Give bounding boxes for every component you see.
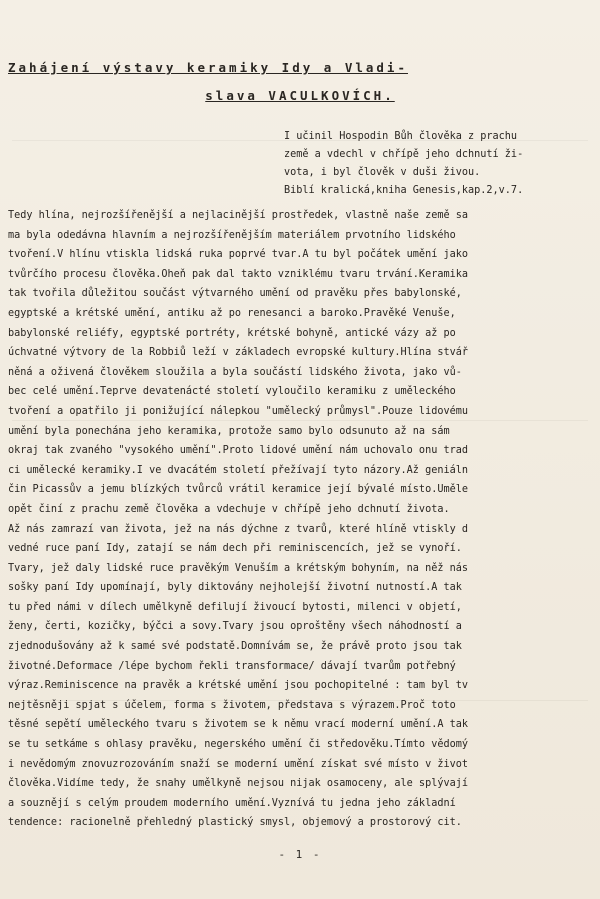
body-line: se tu setkáme s ohlasy pravěku, negerského umění či středověku.Tímto vědomý [8, 739, 469, 751]
body-text [8, 206, 598, 833]
epigraph-line: I učinil Hospodin Bůh člověka z prachu [284, 131, 518, 142]
body-line: Tedy hlína, nejrozšířenější a nejlacinější prostředek, vlastně naše země sa [8, 210, 469, 221]
body-line: okraj tak zvaného "vysokého umění".Proto lidové umění nám uchovalo onu trad [8, 445, 469, 457]
body-line: ženy, čerti, kozičky, býčci a sovy.Tvary jsou oproštěny všech náhodností a [8, 621, 462, 633]
body-line: čin Picassův a jemu blízkých tvůrců vrátil keramice její bývalé místo.Uměle [8, 484, 469, 496]
body-line: tvoření.V hlínu vtiskla lidská ruka poprvé tvar.A tu byl počátek umění jako [8, 249, 469, 261]
epigraph-citation: Biblí kralická,kniha Genesis,kap.2,v.7. [284, 185, 524, 196]
body-line: egyptské a krétské umění, antiku až po renesanci a baroko.Pravěké Venuše, [8, 307, 456, 319]
body-line: i nevědomým znovuzrozováním snaží se moderní umění získat své místo v život [8, 758, 469, 770]
body-line: životné.Deformace /lépe bychom řekli transformace/ dávají tvarům potřebný [8, 660, 456, 672]
body-line: opět činí z prachu země člověka a vdechuje v chřípě jeho dchnutí života. [8, 503, 450, 515]
page-number: - 1 - [278, 848, 322, 861]
body-line: umění byla ponechána jeho keramika, protože samo bylo odsunuto až na sám [8, 425, 450, 437]
body-line: tendence: racionelně přehledný plastický smysl, objemový a prostorový cit. [8, 817, 462, 829]
document-title-line-1: Zahájení výstavy keramiky Idy a Vladi- [8, 60, 408, 75]
epigraph-line: vota, i byl člověk v duši živou. [284, 167, 481, 178]
body-line: a souznějí s celým proudem moderního umění.Vyznívá tu jedna jeho základní [8, 797, 456, 809]
body-line: úchvatné výtvory de la Robbiů leží v základech evropské kultury.Hlína stvář [8, 347, 469, 359]
body-line: člověka.Vidíme tedy, že snahy umělkyně nejsou nijak osamoceny, ale splývají [8, 778, 469, 790]
body-line: bec celé umění.Teprve devatenácté století vyloučilo keramiku z uměleckého [8, 386, 456, 398]
body-line: zjednodušovány až k samé své podstatě.Domnívám se, že právě proto jsou tak [8, 641, 462, 653]
body-line: něná a oživená člověkem sloužila a byla součástí lidského života, jako vů- [8, 366, 462, 378]
epigraph-line: země a vdechl v chřípě jeho dchnutí ži- [284, 149, 524, 160]
body-line: soškу paní Idy upomínají, byly diktovány nejholejší životní nutností.A tak [8, 582, 462, 594]
body-line: tak tvořila důležitou součást výtvarného umění od pravěku přes babylonské, [8, 288, 462, 300]
body-line: výraz.Reminiscence na pravěk a krétské umění jsou pochopitelné : tam byl tv [8, 680, 469, 692]
document-title-line-2: slava VACULKOVÍCH. [205, 88, 395, 103]
body-line: ma byla odedávna hlavním a nejrozšířenějším materiálem prvotního lidského [8, 229, 456, 241]
body-line: těsné sepětí uměleckého tvaru s životem se k němu vrací moderní umění.A tak [8, 719, 469, 731]
body-line: vedné ruce paní Idy, zatají se nám dech při reminiscencích, jež se vynoří. [8, 543, 462, 555]
body-line: tu před námi v dílech umělkyně defilují živoucí bytosti, milenci v objetí, [8, 601, 462, 613]
body-line: tvůrčího procesu člověka.Oheň pak dal takto vzniklému tvaru trvání.Keramika [8, 268, 469, 280]
body-line: babylonské reliéfy, egyptské portréty, krétské bohyně, antické vázy až po [8, 327, 456, 339]
body-line: ci umělecké keramiky.I ve dvacátém století přežívají tyto názory.Až geniáln [8, 464, 469, 476]
body-line: Tvary, jež daly lidské ruce pravěkým Venuším a krétským bohyním, na něž nás [8, 562, 469, 574]
body-line: tvoření a opatřilo ji ponižující nálepkou "umělecký průmysl".Pouze lidovému [8, 405, 469, 417]
body-line: nejtěsněji spjat s účelem, forma s životem, představa s výrazem.Proč toto [8, 699, 456, 711]
body-line: Až nás zamrazí van života, jež na nás dýchne z tvarů, které hlíně vtiskly d [8, 523, 469, 535]
